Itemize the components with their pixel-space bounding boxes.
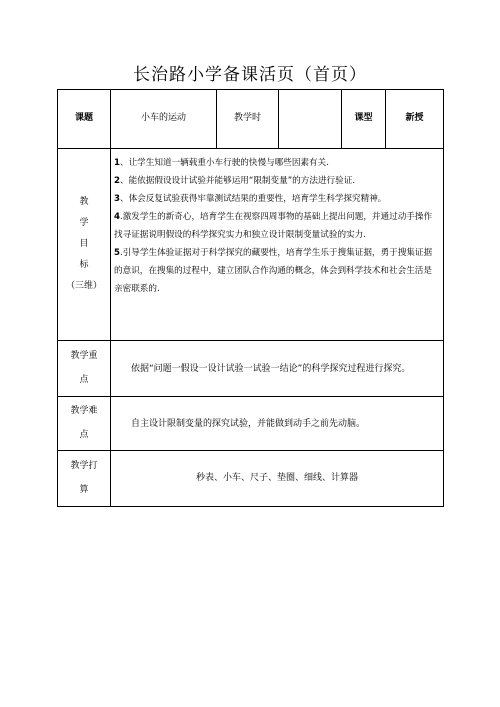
page-title: 长治路小学备课活页（首页） bbox=[133, 65, 367, 85]
objectives-label-char: 教 bbox=[79, 196, 89, 207]
objectives-label-char: 标 bbox=[79, 260, 89, 271]
preparation-row bbox=[58, 451, 444, 507]
type-value: 新授 bbox=[386, 90, 444, 149]
topic-label: 课题 bbox=[58, 90, 111, 149]
objective-item: 2、能依据假设设计试验并能够运用“限制变量”的方法进行验证. bbox=[114, 176, 356, 186]
preparation-label: 教学打 算 bbox=[58, 451, 111, 507]
objectives-label-char: 学 bbox=[79, 217, 89, 228]
objectives-label bbox=[58, 149, 111, 341]
key-points-row bbox=[58, 341, 444, 397]
difficulties-text: 自主设计限制变量的探究试验，并能做到动手之前先动脑。 bbox=[111, 397, 444, 451]
hours-value bbox=[279, 90, 342, 149]
hours-label: 教学时 bbox=[217, 90, 279, 149]
preparation-text: 秒表、小车、尺子、垫圈、细线、计算器 bbox=[111, 451, 444, 507]
header-row bbox=[58, 90, 444, 149]
topic-value: 小车的运动 bbox=[111, 90, 217, 149]
objective-item: 1、让学生知道一辆载重小车行驶的快慢与哪些因素有关. bbox=[114, 158, 329, 168]
objectives-label-char: （三维） bbox=[65, 281, 102, 292]
difficulties-row bbox=[58, 397, 444, 451]
objectives-content bbox=[111, 149, 444, 341]
objective-item: 5.引导学生体验证据对于科学探究的藏要性，培育学生乐于搜集证据，勇于搜集证据的意识，在搜集的过程中，建立团队合作沟通的概念，体会到科学技术和社会生活是亲密联系的. bbox=[114, 248, 433, 294]
key-points-label: 教学重 点 bbox=[58, 341, 111, 397]
key-points-text: 依据“问题一假设一设计试验一试验一结论”的科学探究过程进行探究。 bbox=[111, 341, 444, 397]
lesson-plan-table bbox=[57, 89, 444, 507]
difficulties-label: 教学难 点 bbox=[58, 397, 111, 451]
type-label: 课型 bbox=[342, 90, 386, 149]
objectives-label-char: 目 bbox=[79, 238, 89, 249]
objectives-row bbox=[58, 149, 444, 341]
objective-item: 4.激发学生的新奇心，培育学生在视察四周事物的基础上提出问题，并通过动手操作找寻证据说明假设的科学探究实力和独立设计限制变量试验的实力. bbox=[114, 212, 433, 240]
objective-item: 3、体会反复试验获得牢靠测试结果的重要性，培育学生科学探究精神。 bbox=[114, 194, 387, 204]
